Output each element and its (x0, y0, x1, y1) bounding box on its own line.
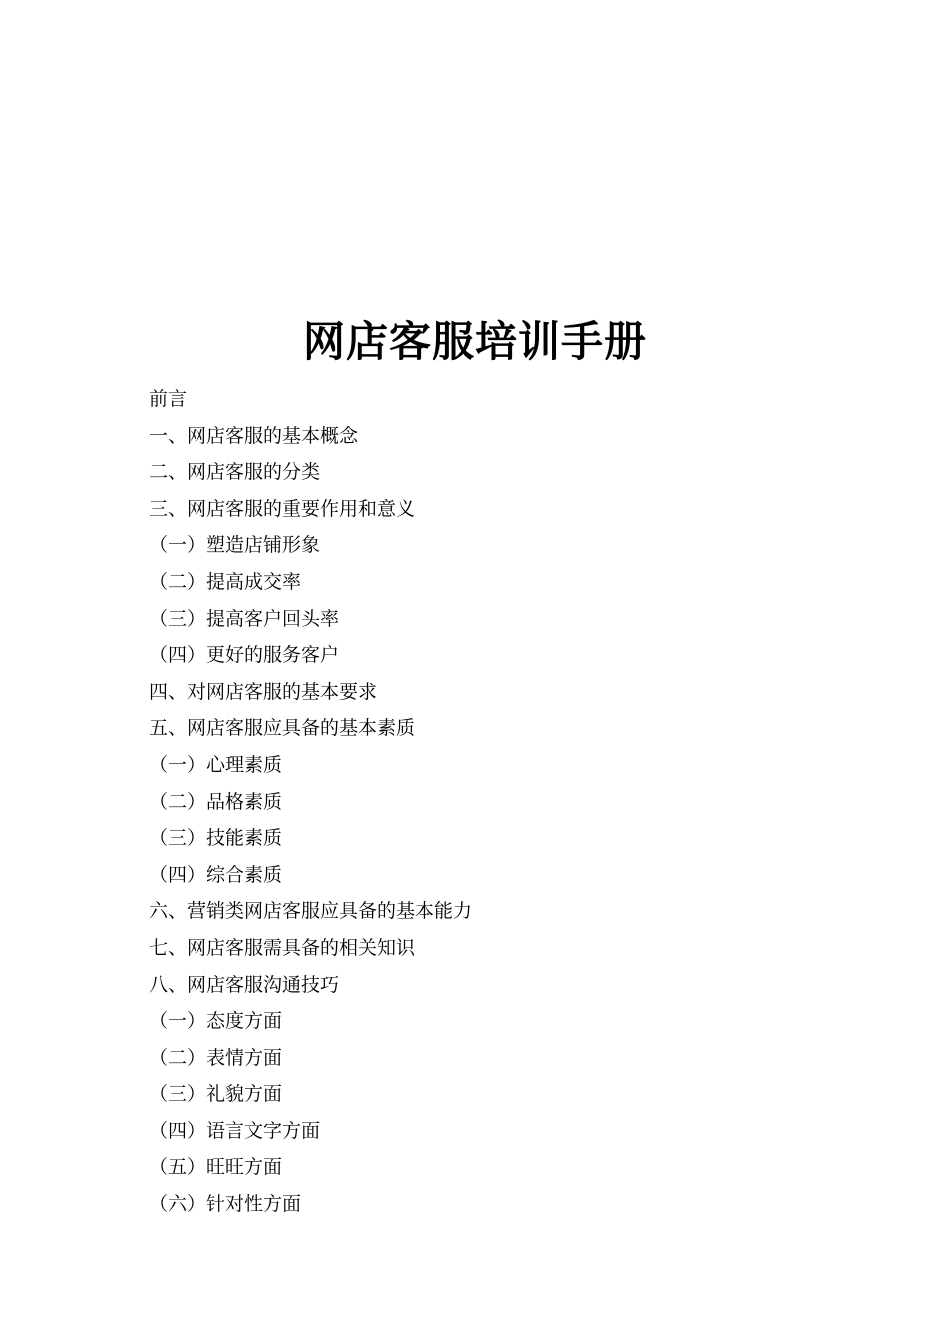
toc-item: （一）塑造店铺形象 (149, 534, 321, 557)
toc-item: （三）提高客户回头率 (149, 607, 340, 630)
toc-item: （四）语言文字方面 (149, 1119, 321, 1142)
toc-item: （一）态度方面 (149, 1010, 283, 1033)
toc-item: （四）综合素质 (149, 863, 283, 886)
toc-item: （三）技能素质 (149, 827, 283, 850)
toc-item: 七、网店客服需具备的相关知识 (149, 936, 416, 959)
toc-item: 五、网店客服应具备的基本素质 (149, 717, 416, 740)
document-title: 网店客服培训手册 (302, 317, 647, 366)
toc-item: 一、网店客服的基本概念 (149, 424, 359, 447)
toc-item: （六）针对性方面 (149, 1193, 302, 1216)
toc-item: （三）礼貌方面 (149, 1083, 283, 1106)
toc-item: 二、网店客服的分类 (149, 461, 321, 484)
toc-item: 六、营销类网店客服应具备的基本能力 (149, 900, 473, 923)
toc-item: 八、网店客服沟通技巧 (149, 973, 340, 996)
toc-item: （五）旺旺方面 (149, 1156, 283, 1179)
toc-item: （二）提高成交率 (149, 570, 302, 593)
toc-item: （四）更好的服务客户 (149, 644, 340, 667)
toc-item: 四、对网店客服的基本要求 (149, 680, 378, 703)
toc-item: （二）表情方面 (149, 1046, 283, 1069)
toc-item: （二）品格素质 (149, 790, 283, 813)
toc-item: （一）心理素质 (149, 753, 283, 776)
toc-item: 前言 (149, 388, 188, 410)
table-of-contents (149, 381, 472, 1223)
toc-item: 三、网店客服的重要作用和意义 (149, 497, 416, 520)
